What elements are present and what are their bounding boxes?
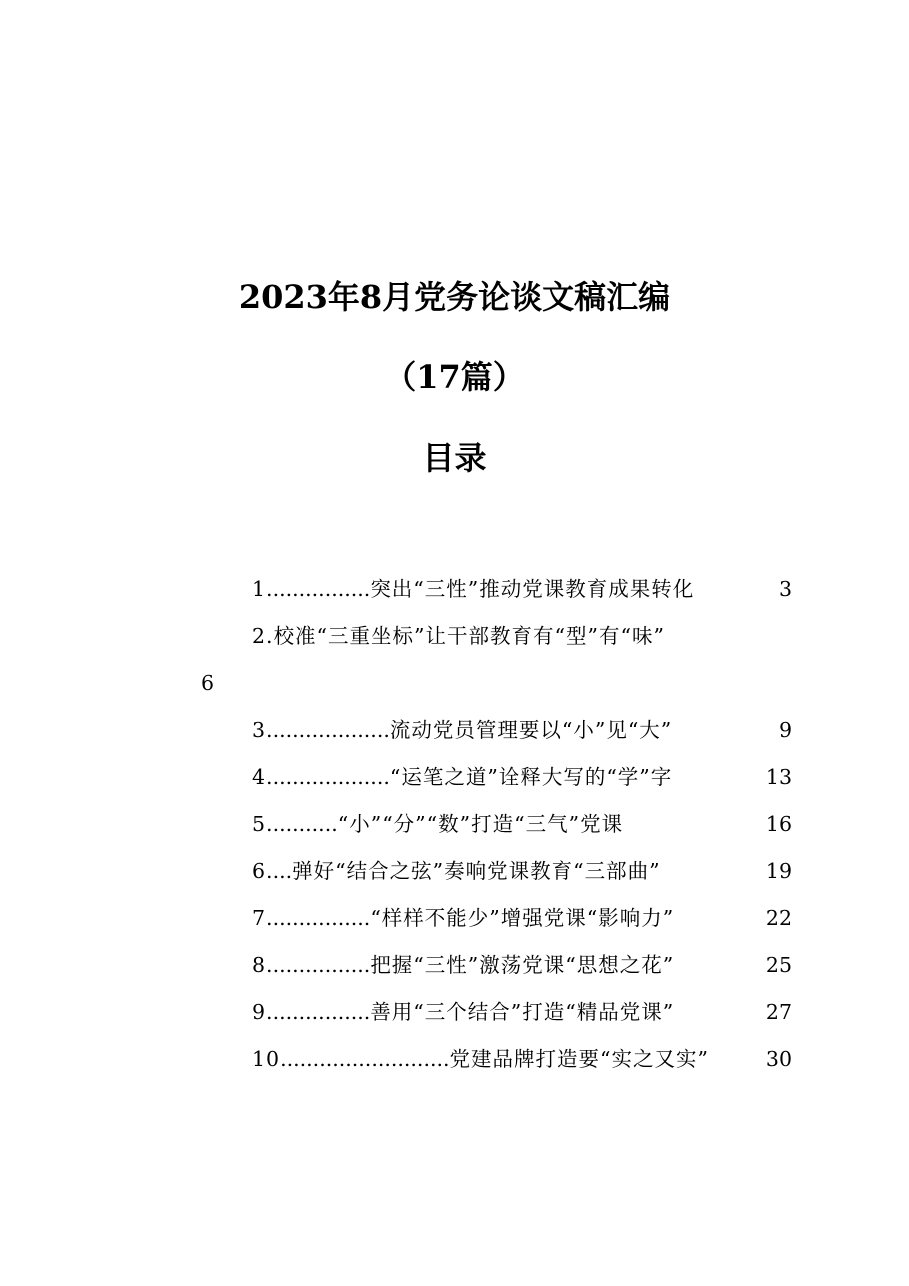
toc-entry-page: 30: [765, 1047, 792, 1071]
toc-entry-title: 把握“三性”激荡党课“思想之花”: [370, 953, 675, 977]
table-of-contents: [252, 566, 792, 1083]
toc-entry-page: 16: [765, 812, 792, 836]
toc-entry-title: 突出“三性”推动党课教育成果转化: [370, 577, 695, 601]
toc-entry[interactable]: [252, 1036, 792, 1083]
toc-entry-number: 5: [252, 812, 267, 836]
toc-entry-number: 2.: [252, 624, 274, 648]
toc-entry-page: 9: [778, 718, 792, 742]
toc-entry-number: 4: [252, 765, 267, 789]
article-count: （17篇）: [384, 358, 525, 396]
toc-entry-number: 1: [252, 577, 267, 601]
toc-entry-page: 22: [765, 906, 792, 930]
toc-entry-page: 25: [765, 953, 792, 977]
toc-entry-page: 19: [765, 859, 792, 883]
toc-entry-title: 流动党员管理要以“小”见“大”: [389, 718, 673, 742]
toc-entry-leader: ................: [266, 1000, 371, 1024]
toc-entry-spacer: [252, 660, 792, 707]
toc-entry-page: 13: [765, 765, 792, 789]
toc-entry-leader: ..........................: [280, 1047, 450, 1071]
toc-entry-title: “运笔之道”诠释大写的“学”字: [389, 765, 673, 789]
toc-entry[interactable]: [252, 613, 792, 660]
toc-entry-title: 校准“三重坐标”让干部教育有“型”有“味”: [273, 624, 665, 648]
toc-entry-title: 弹好“结合之弦”奏响党课教育“三部曲”: [292, 859, 661, 883]
toc-entry-number: 10: [252, 1047, 281, 1071]
toc-entry-leader: ...................: [266, 718, 390, 742]
toc-entry[interactable]: [252, 754, 792, 801]
toc-entry[interactable]: [252, 707, 792, 754]
toc-entry-title: “样样不能少”增强党课“影响力”: [370, 906, 675, 930]
toc-entry-leader: ...........: [266, 812, 338, 836]
toc-entry-title: 善用“三个结合”打造“精品党课”: [370, 1000, 675, 1024]
toc-entry-page: 27: [765, 1000, 792, 1024]
toc-entry[interactable]: [252, 848, 792, 895]
toc-entry[interactable]: [252, 989, 792, 1036]
toc-entry[interactable]: [252, 895, 792, 942]
toc-entry-leader: ................: [266, 577, 371, 601]
toc-entry-number: 7: [252, 906, 267, 930]
toc-entry-page: 3: [778, 577, 792, 601]
toc-entry-leader: ....: [266, 859, 293, 883]
toc-entry[interactable]: [252, 801, 792, 848]
document-title: 2023年8月党务论谈文稿汇编: [238, 278, 671, 316]
toc-entry-leader: ................: [266, 906, 371, 930]
toc-entry-number: 8: [252, 953, 267, 977]
toc-entry-number: 9: [252, 1000, 267, 1024]
toc-entry-title: 党建品牌打造要“实之又实”: [449, 1047, 709, 1071]
toc-entry-page-wrapped: 6: [201, 671, 215, 695]
toc-entry[interactable]: [252, 566, 792, 613]
toc-entry-number: 6: [252, 859, 267, 883]
toc-entry-leader: ...................: [266, 765, 390, 789]
toc-entry[interactable]: [252, 942, 792, 989]
toc-entry-leader: ................: [266, 953, 371, 977]
toc-heading: 目录: [422, 439, 487, 477]
toc-entry-title: “小”“分”“数”打造“三气”党课: [337, 812, 624, 836]
toc-entry-number: 3: [252, 718, 267, 742]
